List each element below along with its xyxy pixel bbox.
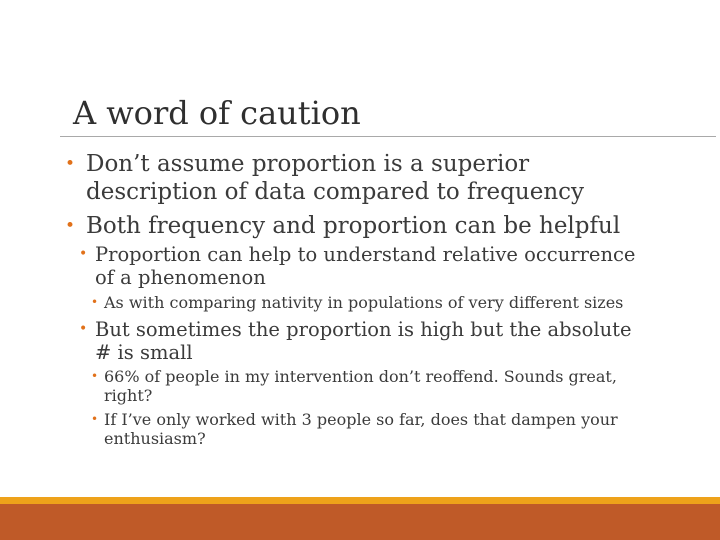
bullet-line: As with comparing nativity in populations of very different sizes — [104, 293, 624, 312]
bullet-line: # is small — [95, 341, 193, 364]
bullet-line: Don’t assume proportion is a superior — [86, 151, 530, 177]
bullet-dot-icon: • — [79, 321, 88, 337]
bullet-line: 66% of people in my intervention don’t reoffend. Sounds great, — [104, 367, 617, 386]
bullet-dot-icon: • — [91, 369, 99, 383]
subbullet-absolute-small — [79, 318, 632, 364]
bullet-line: right? — [104, 386, 153, 405]
bullet-line: of a phenomenon — [95, 266, 266, 289]
title-divider — [60, 136, 716, 137]
bullet-line: If I’ve only worked with 3 people so far, does that dampen your — [104, 410, 618, 429]
bullet-line: enthusiasm? — [104, 429, 206, 448]
bullet-line: But sometimes the proportion is high but the absolute — [95, 318, 632, 341]
subsubbullet-nativity — [91, 293, 624, 312]
bullet-line: Both frequency and proportion can be helpful — [86, 213, 621, 239]
subsubbullet-enthusiasm — [91, 410, 618, 448]
footer-band — [0, 504, 720, 540]
slide-title: A word of caution — [73, 94, 361, 132]
bullet-assume-proportion — [65, 150, 585, 206]
bullet-both-helpful — [65, 212, 621, 240]
bullet-dot-icon: • — [91, 295, 99, 309]
bullet-dot-icon: • — [65, 216, 76, 236]
subsubbullet-reoffend — [91, 367, 617, 405]
bullet-line: Proportion can help to understand relative occurrence — [95, 243, 636, 266]
bullet-line: description of data compared to frequency — [86, 179, 585, 205]
bullet-dot-icon: • — [65, 154, 76, 174]
subbullet-relative-occurrence — [79, 243, 636, 289]
bullet-dot-icon: • — [91, 412, 99, 426]
footer-accent-stripe — [0, 497, 720, 504]
bullet-dot-icon: • — [79, 246, 88, 262]
